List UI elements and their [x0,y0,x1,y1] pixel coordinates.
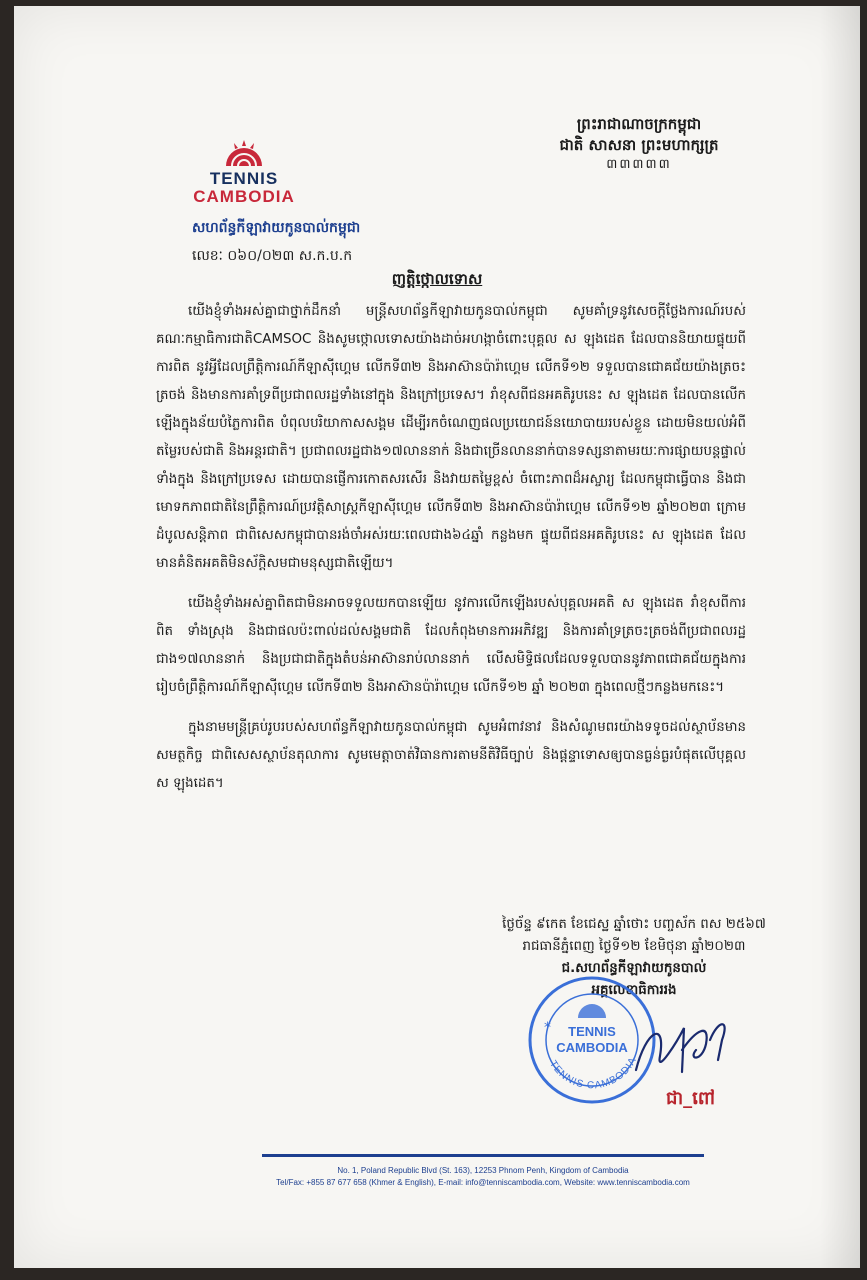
footer-rule [262,1154,704,1157]
letter-body [156,298,746,810]
logo-racket-icon [222,138,266,168]
federation-name: សហព័ន្ធកីឡាវាយកូនបាល់កម្ពុជា [192,220,361,236]
solar-date: រាជធានីភ្នំពេញ ថ្ងៃទី១២ ខែមិថុនា ឆ្នាំ២០២៣ [522,939,746,954]
paragraph-1: យើងខ្ញុំទាំងអស់គ្នាជាថ្នាក់ដឹកនាំ មន្ត្រីសហព័ន្ធកីឡាវាយកូនបាល់កម្ពុជា សូមគាំទ្រនូវសេចក្តីថ្លែងការណ៍របស់ គណៈកម្មាធិការជាតិCAMSOC និងសូមថ្កោលទោសយ៉ាងដាច់អហង្កាចំពោះបុគ្គល ស ឡុងដេត ដែលបាននិយាយផ្ទុយពីការពិត នូវអ្វីដែលព្រឹត្តិការណ៍កីឡាស៊ីហ្គេម លើកទី៣២ និងអាស៊ានប៉ារ៉ាហ្គេម លើកទី១២ ទទួលបានជោគជ័យយ៉ាងត្រចះត្រចង់ និងមានការគាំទ្រពីប្រជាពលរដ្ឋទាំងនៅក្នុង និងក្រៅប្រទេស។ រាំខុសពីជនអគតិរូបនេះ ស ឡុងដេត ដែលបានលើកឡើងក្នុងន័យបំភ្លៃការពិត បំពុលបរិយាកាសសង្គម ដើម្បីរកចំណេញផលប្រយោជន៍នយោបាយរបស់ខ្លួន ដោយមិនយល់អំពីតម្លៃរបស់ជាតិ និងអន្តរជាតិ។ ប្រជាពលរដ្ឋជាង១៧លាននាក់ និងជាច្រើនលាននាក់បានទស្សនាតាមរយៈការផ្សាយបន្តផ្ទាល់ទាំងក្នុង និងក្រៅប្រទេស ដោយបានផ្ញើការកោតសរសើរ និងវាយតម្លៃខ្ពស់ ចំពោះភាពដ៏អស្ចារ្យ ដែលកម្ពុជាធ្វើបាន និងជាមោទកភាពជាតិនៃព្រឹត្តិការណ៍ប្រវត្តិសាស្ត្រកីឡាស៊ីហ្គេម លើកទី៣២ និងអាស៊ានប៉ារ៉ាហ្គេម លើកទី១២ ឆ្នាំ២០២៣ ក្រោមដំបូលសន្តិភាព ជាពិសេសកម្ពុជាបានរង់ចាំអស់រយៈពេលជាង៦៤ឆ្នាំ កន្លងមក ផ្ទុយពីជនអគតិរូបនេះ ស ឡុងដេត ដែលមានគំនិតអគតិមិនស័ក្តិសមជាមនុស្សជាតិឡើយ។ [156,304,746,571]
tennis-cambodia-logo [189,138,299,206]
lunar-date: ថ្ងៃច័ន្ទ ៩កេត ខែជេស្ឋ ឆ្នាំថោះ បញ្ចស័ក ពស ២៥៦៧ [502,917,766,932]
svg-text:CAMBODIA: CAMBODIA [556,1040,628,1055]
signatory-title: អគ្គលេខាធិការរង [591,983,677,998]
svg-text:TENNIS: TENNIS [568,1024,616,1039]
kingdom-line: ព្រះរាជាណាចក្រកម្ពុជា [576,115,702,133]
logo-text-tennis: TENNIS [209,169,279,188]
svg-text:*: * [544,1020,551,1036]
on-behalf-of: ជ.សហព័ន្ធកីឡាវាយកូនបាល់ [561,961,707,976]
paragraph-3: ក្នុងនាមមន្ត្រីគ្រប់រូបរបស់សហព័ន្ធកីឡាវាយកូនបាល់កម្ពុជា សូមអំពាវនាវ និងសំណូមពរយ៉ាងទទូចដល់ស្ថាប័នមានសមត្ថកិច្ច ជាពិសេសស្ថាប័នតុលាការ សូមមេត្តាចាត់វិធានការតាមនីតិវិធីច្បាប់ និងផ្តន្ទាទោសឲ្យបានធ្ងន់ធ្ងរបំផុតលើបុគ្គល ស ឡុងដេត។ [156,720,746,791]
svg-text:TENNIS CAMBODIA: TENNIS CAMBODIA [547,1055,640,1092]
logo-text-cambodia: CAMBODIA [193,187,295,206]
handwritten-note: ជា_ពៅ [666,1088,715,1109]
kingdom-motto [524,114,754,174]
paragraph-2: យើងខ្ញុំទាំងអស់គ្នាពិតជាមិនអាចទទួលយកបានឡើយ នូវការលើកឡើងរបស់បុគ្គលអគតិ ស ឡុងដេត រាំខុសពីការពិត ទាំងស្រុង និងជាផលប៉ះពាល់ដល់សង្គមជាតិ ដែលកំពុងមានការអភិវឌ្ឍ និងការគាំទ្រត្រចះត្រចង់ពីប្រជាពលរដ្ឋជាង១៧លាននាក់ និងប្រជាជាតិក្នុងតំបន់អាស៊ានរាប់លាននាក់ លើសមិទ្ធិផលដែលទទួលបាននូវភាពជោគជ័យក្នុងការរៀបចំព្រឹត្តិការណ៍កីឡាស៊ីហ្គេម លើកទី៣២ និងអាស៊ានប៉ារ៉ាហ្គេម លើកទី១២ ឆ្នាំ ២០២៣ ក្នុងពេលថ្មីៗកន្លងមកនេះ។ [156,596,746,695]
letter-sheet [14,6,860,1268]
nation-religion-king-line: ជាតិ សាសនា ព្រះមហាក្សត្រ [559,136,719,154]
document-title: ញត្តិថ្កោលទោស [391,270,483,288]
handwritten-signature [626,1010,736,1088]
footer-address: No. 1, Poland Republic Blvd (St. 163), 12253 Phnom Penh, Kingdom of Cambodia [337,1166,629,1175]
reference-number: លេខៈ ០៦០/០២៣ ស.ក.ប.ក [192,248,353,264]
footer-contact: Tel/Fax: +855 87 677 658 (Khmer & English), E-mail: info@tenniscambodia.com, Website: www.tenniscambodia.com [276,1178,690,1187]
letterhead-footer [262,1154,704,1189]
motto-ornament: ៣៣៣៣៣ [606,157,672,172]
page-shadow [820,6,860,1268]
